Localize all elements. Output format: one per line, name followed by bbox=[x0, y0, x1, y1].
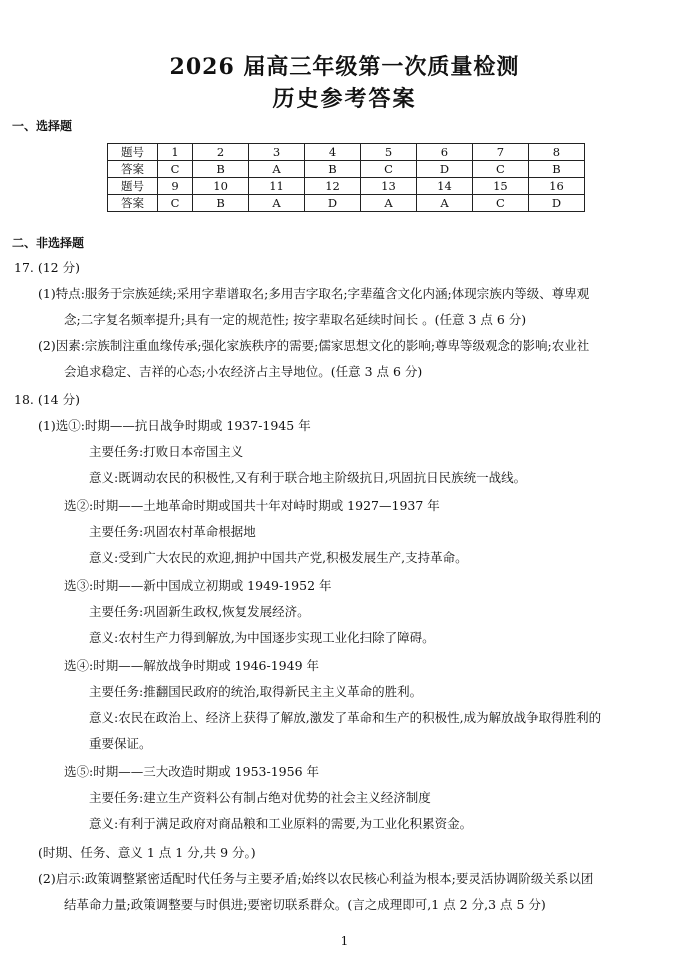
q18-option3-period: 选③:时期——新中国成立初期或 1949-1952 年 bbox=[64, 578, 332, 593]
table-cell: 11 bbox=[249, 178, 305, 195]
table-cell: B bbox=[528, 161, 584, 178]
table-cell: C bbox=[158, 195, 193, 212]
q17-heading: 17. (12 分) bbox=[14, 260, 80, 275]
answer-table bbox=[107, 143, 585, 212]
table-cell: 13 bbox=[361, 178, 417, 195]
table-cell: 12 bbox=[305, 178, 361, 195]
q18-option5-task: 主要任务:建立生产资料公有制占绝对优势的社会主义经济制度 bbox=[89, 790, 431, 805]
table-cell: C bbox=[472, 195, 528, 212]
table-cell: 7 bbox=[472, 144, 528, 161]
q18-option4-significance-line1: 意义:农民在政治上、经济上获得了解放,激发了革命和生产的积极性,成为解放战争取得胜利的 bbox=[89, 710, 602, 725]
table-cell: C bbox=[361, 161, 417, 178]
table-cell: 2 bbox=[193, 144, 249, 161]
q18-part1-scoring: (时期、任务、意义 1 点 1 分,共 9 分。) bbox=[38, 845, 256, 860]
table-cell: 4 bbox=[305, 144, 361, 161]
table-cell: 8 bbox=[528, 144, 584, 161]
table-cell: B bbox=[193, 161, 249, 178]
table-row-header: 答案 bbox=[108, 161, 158, 178]
table-row-header: 题号 bbox=[108, 144, 158, 161]
q18-heading: 18. (14 分) bbox=[14, 392, 80, 407]
table-cell: A bbox=[416, 195, 472, 212]
table-cell: 10 bbox=[193, 178, 249, 195]
table-cell: 15 bbox=[472, 178, 528, 195]
q18-option4-significance-line2: 重要保证。 bbox=[89, 736, 152, 751]
q18-option2-task: 主要任务:巩固农村革命根据地 bbox=[89, 524, 256, 539]
q18-option4-task: 主要任务:推翻国民政府的统治,取得新民主主义革命的胜利。 bbox=[89, 684, 423, 699]
q18-option2-significance: 意义:受到广大农民的欢迎,拥护中国共产党,积极发展生产,支持革命。 bbox=[89, 550, 468, 565]
table-row bbox=[108, 195, 585, 212]
table-cell: B bbox=[305, 161, 361, 178]
q17-part1-line1: (1)特点:服务于宗族延续;采用字辈谱取名;多用吉字取名;字辈蕴含文化内涵;体现宗族内等级、尊卑观 bbox=[38, 286, 590, 301]
table-cell: 14 bbox=[416, 178, 472, 195]
section-nonchoice-heading: 二、非选择题 bbox=[12, 236, 85, 250]
table-cell: 6 bbox=[416, 144, 472, 161]
q18-option1-period: (1)选①:时期——抗日战争时期或 1937-1945 年 bbox=[38, 418, 311, 433]
table-cell: A bbox=[361, 195, 417, 212]
q18-option3-task: 主要任务:巩固新生政权,恢复发展经济。 bbox=[89, 604, 310, 619]
page-title: 2026 届高三年级第一次质量检测 bbox=[169, 54, 520, 80]
page-number: 1 bbox=[340, 934, 349, 948]
section-choice-heading: 一、选择题 bbox=[12, 119, 73, 133]
q17-part1-line2: 念;二字复名频率提升;具有一定的规范性; 按字辈取名延续时间长 。(任意 3 点 6 分) bbox=[64, 312, 527, 327]
table-cell: D bbox=[416, 161, 472, 178]
table-row bbox=[108, 161, 585, 178]
q17-part2-line2: 会追求稳定、吉祥的心态;小农经济占主导地位。(任意 3 点 6 分) bbox=[64, 364, 423, 379]
q17-part2-line1: (2)因素:宗族制注重血缘传承;强化家族秩序的需要;儒家思想文化的影响;尊卑等级观念的影响;农业社 bbox=[38, 338, 590, 353]
table-row bbox=[108, 178, 585, 195]
q18-option4-period: 选④:时期——解放战争时期或 1946-1949 年 bbox=[64, 658, 320, 673]
q18-option1-task: 主要任务:打败日本帝国主义 bbox=[89, 444, 244, 459]
table-cell: D bbox=[305, 195, 361, 212]
q18-part2-line1: (2)启示:政策调整紧密适配时代任务与主要矛盾;始终以农民核心利益为根本;要灵活协调阶级关系以团 bbox=[38, 871, 594, 886]
table-cell: 9 bbox=[158, 178, 193, 195]
q18-option3-significance: 意义:农村生产力得到解放,为中国逐步实现工业化扫除了障碍。 bbox=[89, 630, 435, 645]
q18-part2-line2: 结革命力量;政策调整要与时俱进;要密切联系群众。(言之成理即可,1 点 2 分,3 点 5 分) bbox=[64, 897, 546, 912]
q18-option5-period: 选⑤:时期——三大改造时期或 1953-1956 年 bbox=[64, 764, 320, 779]
q18-option2-period: 选②:时期——土地革命时期或国共十年对峙时期或 1927—1937 年 bbox=[64, 498, 440, 513]
q18-option5-significance: 意义:有利于满足政府对商品粮和工业原料的需要,为工业化积累资金。 bbox=[89, 816, 473, 831]
table-cell: B bbox=[193, 195, 249, 212]
table-cell: C bbox=[158, 161, 193, 178]
table-row-header: 题号 bbox=[108, 178, 158, 195]
table-cell: 3 bbox=[249, 144, 305, 161]
table-row-header: 答案 bbox=[108, 195, 158, 212]
table-cell: A bbox=[249, 195, 305, 212]
table-cell: C bbox=[472, 161, 528, 178]
page-subtitle: 历史参考答案 bbox=[272, 86, 417, 112]
table-cell: A bbox=[249, 161, 305, 178]
table-cell: 16 bbox=[528, 178, 584, 195]
table-cell: 5 bbox=[361, 144, 417, 161]
table-cell: 1 bbox=[158, 144, 193, 161]
q18-option1-significance: 意义:既调动农民的积极性,又有利于联合地主阶级抗日,巩固抗日民族统一战线。 bbox=[89, 470, 527, 485]
table-cell: D bbox=[528, 195, 584, 212]
table-row bbox=[108, 144, 585, 161]
